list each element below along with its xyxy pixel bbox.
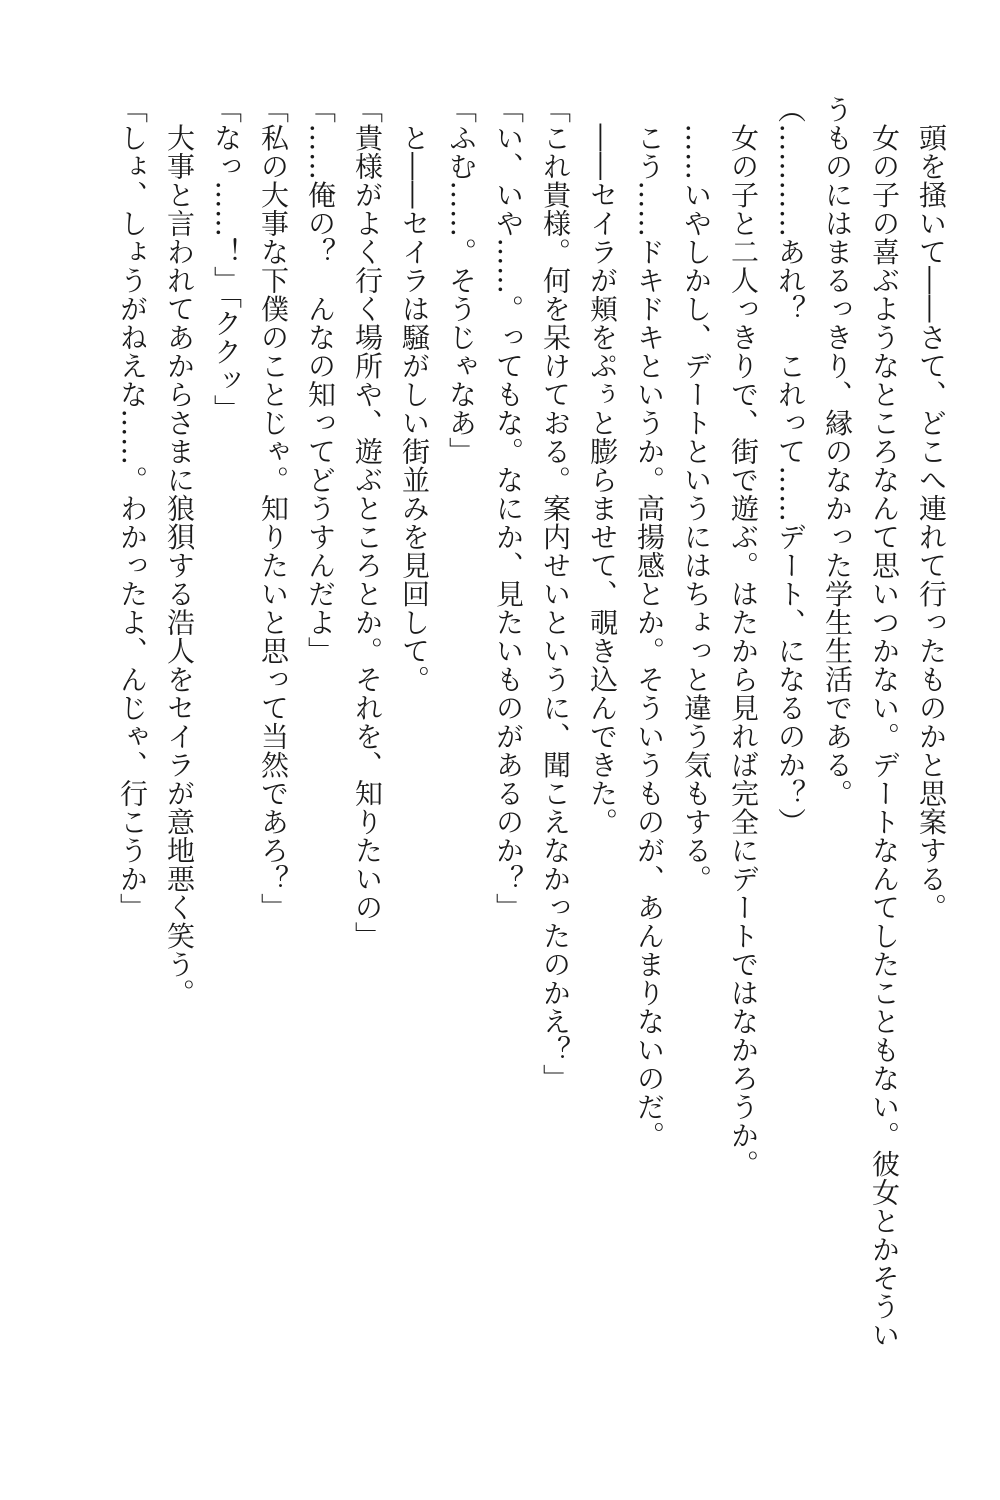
text-line: 女の子の喜ぶようなところなんて思いつかない。デートなんてしたこともない。彼女とかそうい bbox=[868, 95, 901, 1349]
text-line: （…………あれ？ これって……デート、になるのか？） bbox=[774, 95, 807, 836]
text-line: 「私の大事な下僕のことじゃ。知りたいと思って当然であろ？」 bbox=[257, 95, 290, 922]
text-line: 頭を掻いて――さて、どこへ連れて行ったものかと思案する。 bbox=[915, 95, 948, 922]
text-line: ……いやしかし、デートというにはちょっと違う気もする。 bbox=[680, 95, 713, 893]
text-line: 「なっ……！」「ククッ」 bbox=[210, 95, 243, 423]
text-line: 大事と言われてあからさまに狼狽する浩人をセイラが意地悪く笑う。 bbox=[163, 95, 196, 1007]
text-line: ――セイラが頬をぷぅと膨らませて、覗き込んできた。 bbox=[586, 95, 619, 836]
vertical-text-body bbox=[109, 95, 955, 1349]
text-line: 「……俺の？ んなの知ってどうすんだよ」 bbox=[304, 95, 337, 665]
text-line: 女の子と二人っきりで、街で遊ぶ。はたから見れば完全にデートではなかろうか。 bbox=[727, 95, 760, 1178]
text-line: 「ふむ……。そうじゃなあ」 bbox=[445, 95, 478, 466]
text-line: 「い、いや……。ってもな。なにか、見たいものがあるのか？」 bbox=[492, 95, 525, 922]
text-line: こう……ドキドキというか。高揚感とか。そういうものが、あんまりないのだ。 bbox=[633, 95, 666, 1150]
text-line: うものにはまるっきり、縁のなかった学生生活である。 bbox=[821, 95, 854, 808]
text-line: 「しょ、しょうがねえな……。わかったよ、んじゃ、行こうか」 bbox=[116, 95, 149, 922]
text-line: 「これ貴様。何を呆けておる。案内せいというに、聞こえなかったのかえ？」 bbox=[539, 95, 572, 1093]
text-line: と――セイラは騒がしい街並みを見回して。 bbox=[398, 95, 431, 694]
text-line: 「貴様がよく行く場所や、遊ぶところとか。それを、知りたいの」 bbox=[351, 95, 384, 950]
